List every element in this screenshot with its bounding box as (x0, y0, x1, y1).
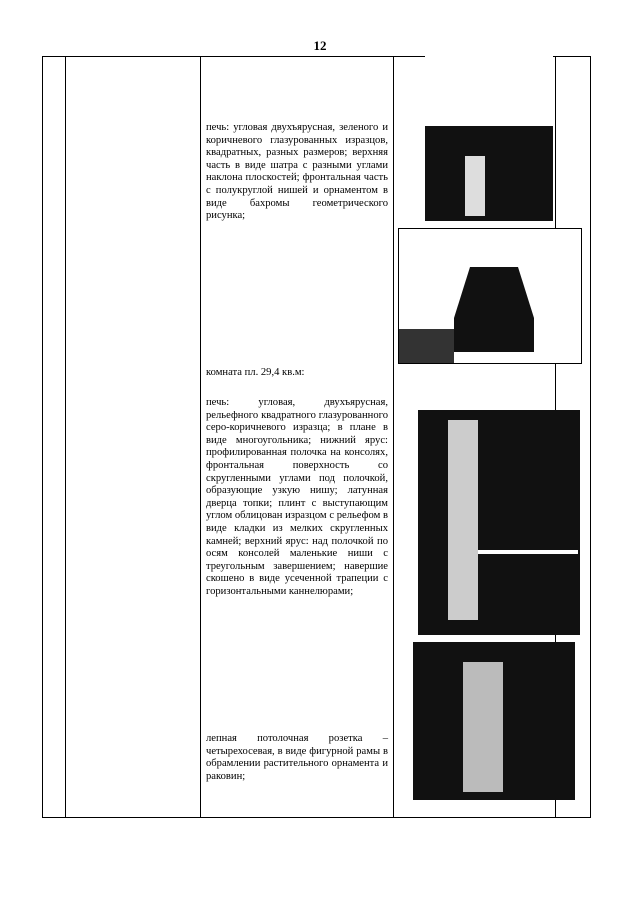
description-ceiling-rosette: лепная потолочная розетка – четырехосевая, в виде фигурной рамы в обрамлении растительного орнамента и раковин; (206, 733, 388, 782)
photo-stove-1-detail (425, 56, 553, 221)
room-heading: комната пл. 29,4 кв.м: (206, 367, 305, 378)
photo-stove-2-detail (413, 642, 575, 800)
column-divider (200, 57, 201, 817)
page-number: 12 (313, 38, 327, 53)
column-divider (65, 57, 66, 817)
description-stove-1: печь: угловая двухъярусная, зеленого и коричневого глазурованных изразцов, квадратных, разных размеров; верхняя часть в виде шатра с разными углами наклона плоскостей; фронтальная часть с полукруглой нишей и орнаментом в виде бахромы геометрического рисунка; (206, 122, 388, 222)
photo-stove-1 (398, 228, 582, 364)
description-stove-2: печь: угловая, двухъярусная, рельефного квадратного глазурованного серо-коричневого изразца; в плане в виде многоугольника; нижний ярус: профилированная полочка на консолях, фронтальная поверхность со скругленными углами под полочкой, образующие узкую нишу; латунная дверца топки; плинт с выступающим углом облицован изразцом с рельефом в виде кладки из мелких скругленных камней; верхний ярус: над полочкой по осям консолей маленькие ниши с треугольным завершением; навершие скошено в виде усеченной трапеции с горизонтальными каннелюрами; (206, 397, 388, 597)
photo-stove-2 (418, 410, 580, 635)
column-divider (393, 57, 394, 817)
